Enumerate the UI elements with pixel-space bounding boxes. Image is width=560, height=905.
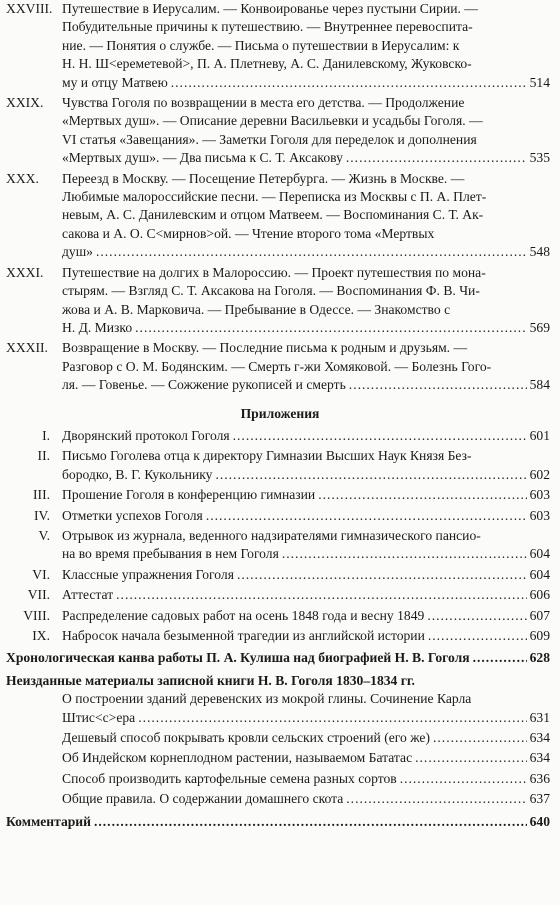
entry-last-line bbox=[62, 545, 550, 563]
leader-dots bbox=[349, 376, 527, 394]
entry-last-line bbox=[62, 749, 550, 767]
page-number: 634 bbox=[529, 730, 550, 746]
chronology-entry bbox=[0, 649, 550, 667]
leader-dots bbox=[237, 566, 527, 584]
entry-last-line bbox=[62, 466, 550, 484]
leader-dots bbox=[233, 427, 527, 445]
page-number: 514 bbox=[529, 74, 550, 90]
text-line: Любимые малороссийские песни. — Переписка из Москвы с П. А. Плет- bbox=[62, 189, 487, 205]
entry-text bbox=[62, 447, 550, 484]
entry-text bbox=[62, 586, 550, 604]
appendix-entry bbox=[0, 566, 560, 584]
text-line: «Мертвых душ». — Описание деревни Васильевки и усадьбы Гоголя. — bbox=[62, 113, 483, 129]
entry-last-line bbox=[62, 74, 550, 92]
page-number: 535 bbox=[529, 150, 550, 166]
leader-dots bbox=[215, 466, 526, 484]
unpublished-list bbox=[0, 690, 560, 808]
appendix-entry bbox=[0, 627, 560, 645]
appendix-heading: Приложения bbox=[240, 405, 320, 421]
commentary-entry bbox=[0, 813, 550, 831]
text-line: Способ производить картофельные семена разных сортов bbox=[62, 770, 397, 786]
text-line: невым, А. С. Данилевским и отцом Матвеем. — Воспоминания С. Т. Ак- bbox=[62, 207, 484, 223]
appendix-number: I. bbox=[42, 427, 50, 443]
text-line: Н. Д. Мизко bbox=[62, 319, 133, 335]
page-number: 631 bbox=[529, 709, 550, 725]
entry-last-line bbox=[62, 376, 550, 394]
text-line: Общие правила. О содержании домашнего скота bbox=[62, 791, 344, 807]
text-line: Классные упражнения Гоголя bbox=[62, 566, 234, 582]
entry-last-line bbox=[62, 486, 550, 504]
entry-text bbox=[62, 427, 550, 445]
leader-dots bbox=[433, 729, 527, 747]
page-number: 604 bbox=[529, 546, 550, 562]
entry-text bbox=[62, 486, 550, 504]
chapter-number: XXXI. bbox=[6, 264, 44, 280]
text-line: жова и А. В. Марковича. — Пребывание в Одессе. — Знакомство с bbox=[62, 301, 451, 317]
text-line: ля. — Говенье. — Сожжение рукописей и смерть bbox=[62, 377, 346, 393]
entry-text bbox=[62, 170, 550, 262]
appendix-number: IV. bbox=[34, 507, 50, 523]
text-line: Штис<с>ера bbox=[62, 709, 136, 725]
leader-dots bbox=[346, 149, 527, 167]
entry-last-line bbox=[62, 607, 550, 625]
leader-dots bbox=[473, 649, 527, 667]
appendix-number: IX. bbox=[32, 628, 50, 643]
text-line: «Мертвых душ». — Два письма к С. Т. Аксакову bbox=[62, 150, 343, 166]
entry-last-line bbox=[62, 586, 550, 604]
appendix-number: VI. bbox=[32, 566, 50, 582]
entry-last-line bbox=[62, 709, 550, 727]
page-number: 601 bbox=[529, 427, 550, 443]
entry-last-line bbox=[62, 729, 550, 747]
page-number: 548 bbox=[529, 244, 550, 260]
text-line: Об Индейском корнеплодном растении, называемом Бататас bbox=[62, 750, 413, 766]
entry-text bbox=[62, 507, 550, 525]
page-number: 569 bbox=[529, 319, 550, 335]
appendix-number: III. bbox=[33, 487, 50, 503]
appendix-entry bbox=[0, 447, 560, 484]
page-number: 602 bbox=[529, 466, 550, 482]
appendix-number: VII. bbox=[27, 587, 50, 603]
text-line: Чувства Гоголя по возвращении в места его детства. — Продолжение bbox=[62, 95, 465, 111]
entry-text bbox=[62, 627, 550, 645]
chapter-number: XXXII. bbox=[6, 340, 48, 356]
text-line: Переезд в Москву. — Посещение Петербурга. — Жизнь в Москве. — bbox=[62, 170, 465, 186]
entry-text bbox=[62, 607, 550, 625]
unpublished-title: Неизданные материалы записной книги Н. В. Гоголя 1830–1834 гг. bbox=[6, 672, 415, 688]
unpublished-entry bbox=[62, 729, 550, 747]
entry-text bbox=[62, 527, 550, 564]
leader-dots bbox=[96, 243, 527, 261]
text-line: Разговор с О. М. Бодянским. — Смерть г-жи Хомяковой. — Болезнь Гого- bbox=[62, 358, 492, 374]
text-line: Аттестат bbox=[62, 587, 114, 603]
text-line: Н. Н. Ш<ереметевой>, П. А. Плетневу, А. С. Данилевскому, Жуковско- bbox=[62, 56, 472, 72]
appendix-number: II. bbox=[37, 448, 50, 464]
appendix-entry bbox=[0, 507, 560, 525]
leader-dots bbox=[415, 749, 526, 767]
leader-dots bbox=[171, 74, 527, 92]
text-line: Прошение Гоголя в конференцию гимназии bbox=[62, 487, 316, 503]
page-number: 636 bbox=[529, 770, 550, 786]
leader-dots bbox=[282, 545, 527, 563]
page-number: 604 bbox=[529, 566, 550, 582]
text-line: Возвращение в Москву. — Последние письма к родным и друзьям. — bbox=[62, 340, 468, 356]
leader-dots bbox=[428, 627, 527, 645]
text-line: Побудительные причины к путешествию. — Внутреннее перевоспита- bbox=[62, 19, 473, 35]
text-line: душ» bbox=[62, 244, 93, 260]
entry-last-line bbox=[62, 790, 550, 808]
leader-dots bbox=[94, 813, 527, 831]
page-number: 603 bbox=[529, 507, 550, 523]
entry-last-line bbox=[62, 427, 550, 445]
appendix-entry bbox=[0, 586, 560, 604]
appendix-number: V. bbox=[38, 527, 50, 543]
text-line: ние. — Понятия о службе. — Письма о путешествии в Иерусалим: к bbox=[62, 37, 460, 53]
chapter-entry bbox=[0, 170, 560, 262]
text-line: Дешевый способ покрывать кровли сельских строений (его же) bbox=[62, 730, 430, 746]
leader-dots bbox=[206, 507, 527, 525]
entry-text bbox=[62, 264, 550, 338]
entry-last-line bbox=[62, 627, 550, 645]
text-line: бородко, В. Г. Кукольнику bbox=[62, 466, 213, 482]
entry-text bbox=[62, 566, 550, 584]
entry-text bbox=[62, 0, 550, 92]
text-line: Путешествие на долгих в Малороссию. — Проект путешествия по мона- bbox=[62, 264, 486, 280]
entry-last-line bbox=[62, 770, 550, 788]
text-line: Письмо Гоголева отца к директору Гимназии Высших Наук Князя Без- bbox=[62, 448, 472, 464]
chapter-list bbox=[0, 0, 560, 395]
page-number: 607 bbox=[529, 607, 550, 623]
leader-dots bbox=[138, 709, 526, 727]
text-line: стырям. — Взгляд С. Т. Аксакова на Гоголя. — Воспоминания Ф. В. Чи- bbox=[62, 283, 480, 299]
commentary-title: Комментарий bbox=[6, 813, 91, 829]
unpublished-entry bbox=[62, 770, 550, 788]
chapter-entry bbox=[0, 339, 560, 394]
leader-dots bbox=[427, 607, 526, 625]
entry-last-line bbox=[62, 243, 550, 261]
text-line: Дворянский протокол Гоголя bbox=[62, 427, 230, 443]
page-number: 634 bbox=[529, 750, 550, 766]
unpublished-heading bbox=[0, 672, 550, 690]
page-number: 628 bbox=[529, 650, 550, 666]
entry-last-line bbox=[62, 319, 550, 337]
entry-text bbox=[62, 94, 550, 168]
text-line: Отрывок из журнала, веденного надзирателями гимназического пансио- bbox=[62, 527, 481, 543]
text-line: сакова и А. О. С<мирнов>ой. — Чтение второго тома «Мертвых bbox=[62, 225, 435, 241]
page-number: 640 bbox=[529, 813, 550, 829]
leader-dots bbox=[346, 790, 526, 808]
leader-dots bbox=[400, 770, 527, 788]
chapter-entry bbox=[0, 264, 560, 338]
text-line: му и отцу Матвею bbox=[62, 74, 168, 90]
chapter-number: XXVIII. bbox=[6, 1, 53, 16]
page-number: 606 bbox=[529, 587, 550, 603]
appendix-list bbox=[0, 427, 560, 645]
entry-text bbox=[62, 339, 550, 394]
entry-last-line bbox=[62, 149, 550, 167]
chapter-entry bbox=[0, 0, 560, 92]
appendix-entry bbox=[0, 427, 560, 445]
appendix-number: VIII. bbox=[23, 607, 50, 623]
text-line: на во время пребывания в нем Гоголя bbox=[62, 546, 279, 562]
unpublished-entry bbox=[62, 690, 550, 727]
page-number: 637 bbox=[529, 791, 550, 807]
leader-dots bbox=[135, 319, 526, 337]
entry-last-line bbox=[62, 566, 550, 584]
appendix-entry bbox=[0, 486, 560, 504]
appendix-entry bbox=[0, 527, 560, 564]
text-line: Распределение садовых работ на осень 1848 года и весну 1849 bbox=[62, 607, 425, 623]
chronology-title: Хронологическая канва работы П. А. Кулиша над биографией Н. В. Гоголя bbox=[6, 650, 470, 666]
appendix-entry bbox=[0, 607, 560, 625]
text-line: Отметки успехов Гоголя bbox=[62, 507, 203, 523]
chapter-number: XXIX. bbox=[6, 95, 44, 111]
text-line: О построении зданий деревенских из мокрой глины. Сочинение Карла bbox=[62, 691, 472, 707]
chapter-number: XXX. bbox=[6, 170, 39, 186]
text-line: VI статья «Завещания». — Заметки Гоголя для переделок и дополнения bbox=[62, 131, 477, 147]
unpublished-entry bbox=[62, 749, 550, 767]
page-number: 609 bbox=[529, 628, 550, 643]
chapter-entry bbox=[0, 94, 560, 168]
leader-dots bbox=[318, 486, 526, 504]
unpublished-entry bbox=[62, 790, 550, 808]
text-line: Набросок начала безыменной трагедии из английской истории bbox=[62, 628, 425, 643]
entry-last-line bbox=[62, 507, 550, 525]
leader-dots bbox=[116, 586, 526, 604]
page-number: 603 bbox=[529, 487, 550, 503]
text-line: Путешествие в Иерусалим. — Конвоированье через пустыни Сирии. — bbox=[62, 1, 478, 16]
page-number: 584 bbox=[529, 377, 550, 393]
